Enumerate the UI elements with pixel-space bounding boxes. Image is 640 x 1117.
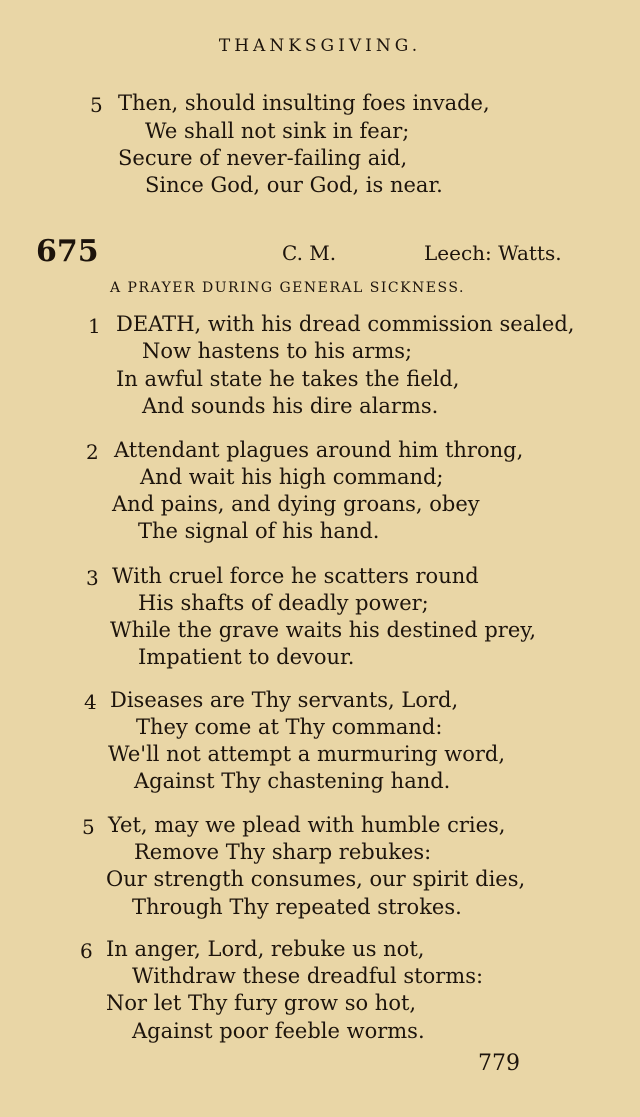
verse-line: And wait his high command;: [140, 465, 444, 489]
verse-line: While the grave waits his destined prey,: [110, 618, 537, 642]
verse-number: 5: [82, 815, 95, 839]
verse-line: Through Thy repeated strokes.: [132, 895, 462, 919]
verse-line: They come at Thy command:: [136, 715, 443, 739]
verse-line: The signal of his hand.: [138, 519, 380, 543]
verse-line: Secure of never-failing aid,: [118, 146, 408, 170]
verse-line: Against Thy chastening hand.: [134, 769, 451, 793]
verse-line: And sounds his dire alarms.: [142, 394, 439, 418]
hymn-number: 675: [36, 234, 99, 269]
verse-line: Attendant plagues around him throng,: [114, 438, 524, 462]
verse-number: 6: [80, 939, 93, 963]
verse-line: We shall not sink in fear;: [145, 119, 410, 143]
verse-number: 1: [88, 314, 101, 338]
verse-line: We'll not attempt a murmuring word,: [108, 742, 506, 766]
running-head: THANKSGIVING.: [218, 36, 422, 56]
verse-line: Our strength consumes, our spirit dies,: [106, 867, 526, 891]
page-number: 779: [478, 1051, 520, 1076]
verse-line: Now hastens to his arms;: [142, 339, 413, 363]
verse-line: Against poor feeble worms.: [132, 1019, 425, 1043]
verse-number: 3: [86, 566, 99, 590]
verse-number: 2: [86, 440, 99, 464]
verse-number: 5: [90, 93, 103, 117]
verse-line: DEATH, with his dread commission sealed,: [116, 312, 575, 336]
verse-line: And pains, and dying groans, obey: [112, 492, 480, 516]
verse-line: Withdraw these dreadful storms:: [132, 964, 484, 988]
hymn-meter: C. M.: [282, 241, 337, 265]
verse-line: In anger, Lord, rebuke us not,: [106, 937, 425, 961]
verse-number: 4: [84, 690, 97, 714]
verse-line: Since God, our God, is near.: [145, 173, 443, 197]
verse-line: In awful state he takes the field,: [116, 367, 460, 391]
verse-line: His shafts of deadly power;: [138, 591, 429, 615]
verse-line: Then, should insulting foes invade,: [118, 91, 490, 115]
hymn-title: A PRAYER DURING GENERAL SICKNESS.: [110, 280, 465, 296]
hymn-tune: Leech: Watts.: [424, 241, 562, 265]
verse-line: With cruel force he scatters round: [112, 564, 479, 588]
verse-line: Diseases are Thy servants, Lord,: [110, 688, 459, 712]
verse-line: Impatient to devour.: [138, 645, 355, 669]
verse-line: Nor let Thy fury grow so hot,: [106, 991, 417, 1015]
verse-line: Remove Thy sharp rebukes:: [134, 840, 432, 864]
verse-line: Yet, may we plead with humble cries,: [108, 813, 506, 837]
